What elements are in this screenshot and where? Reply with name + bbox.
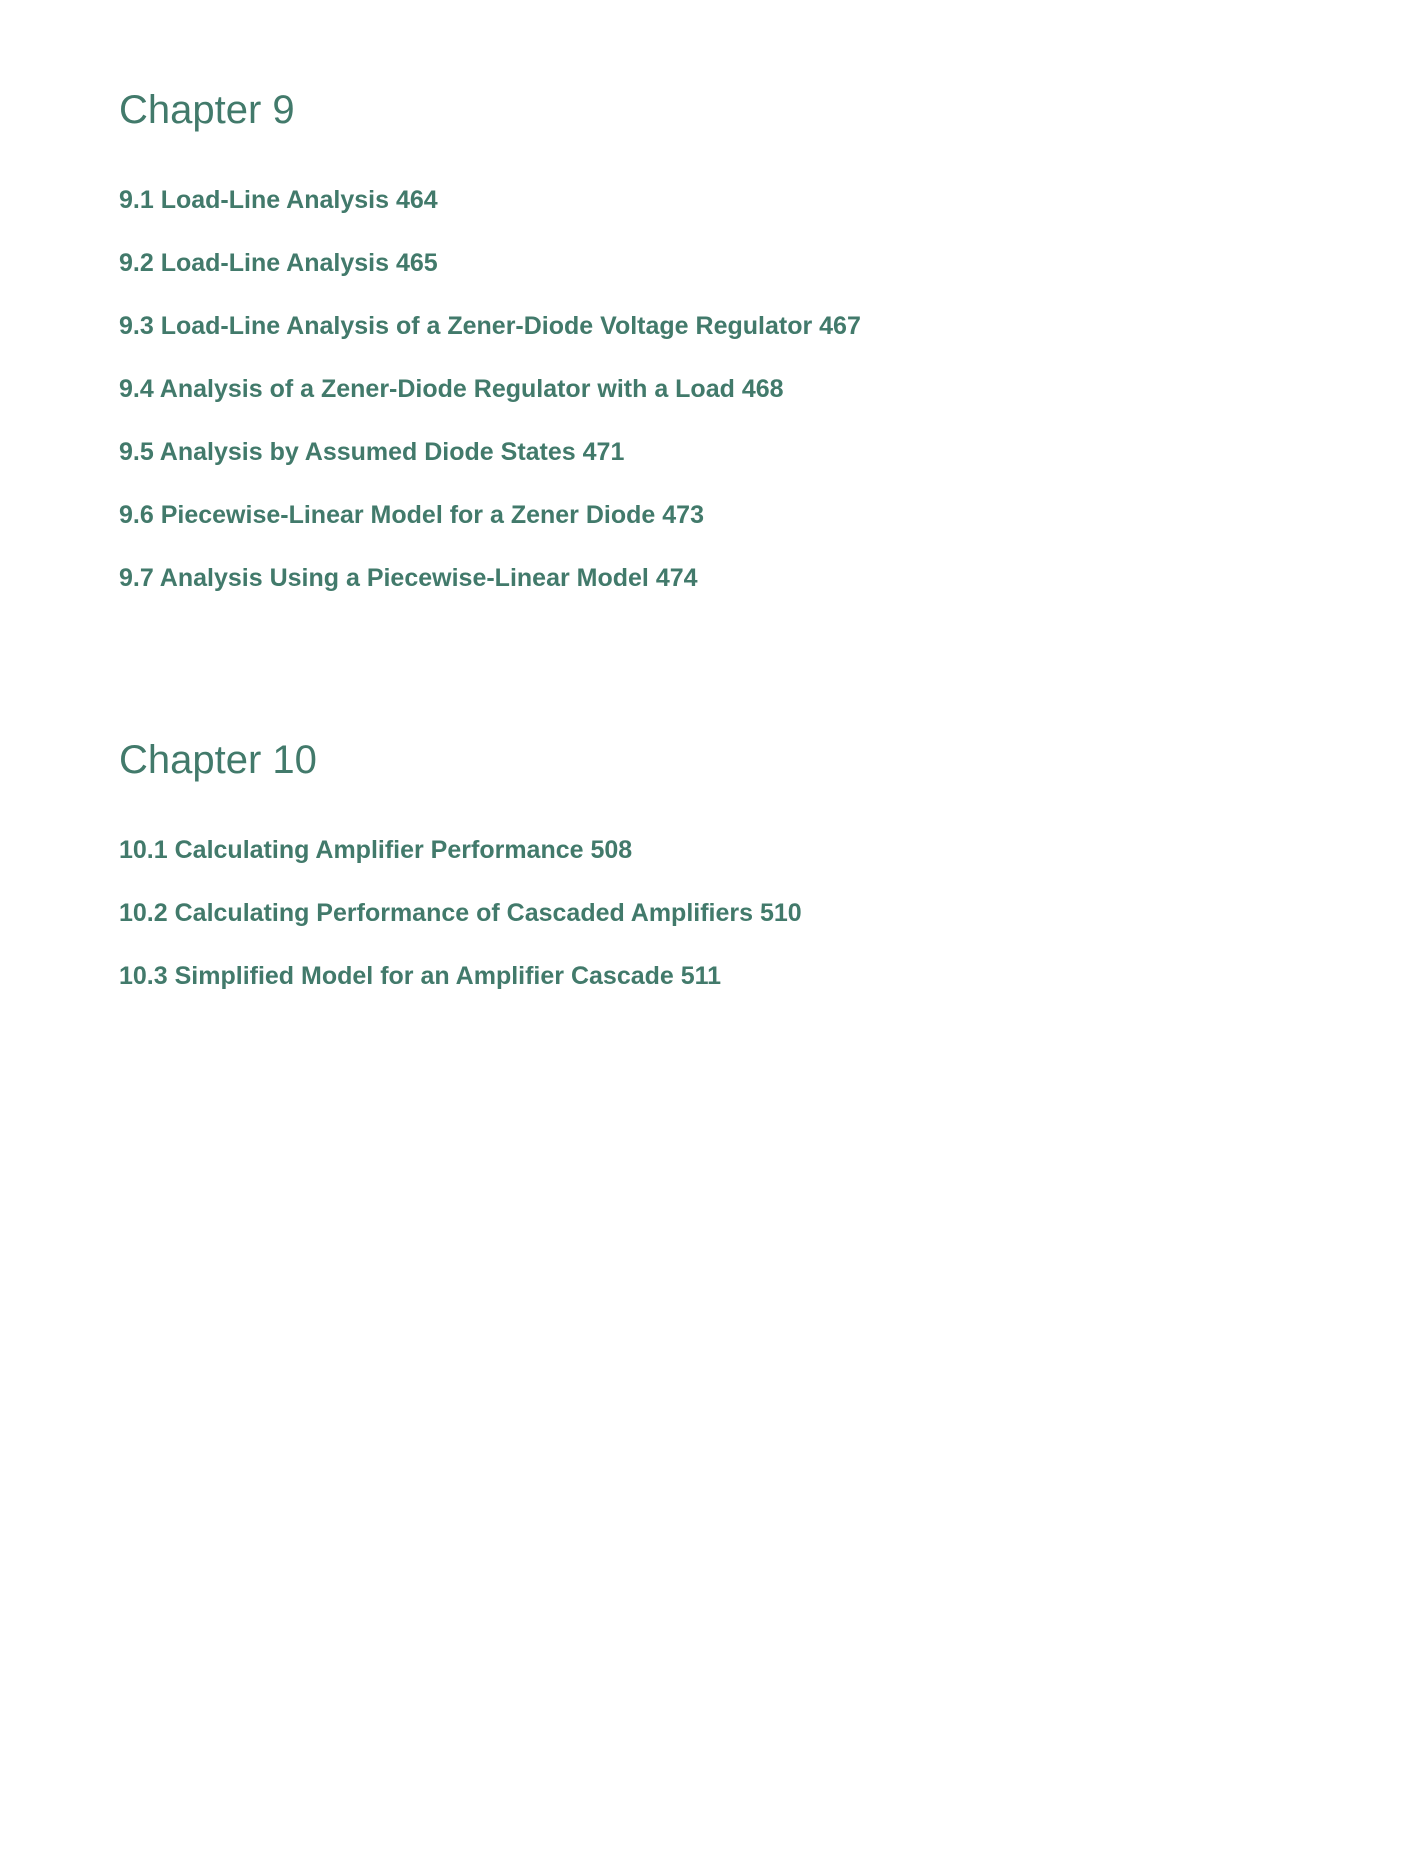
entry-title: Load-Line Analysis bbox=[160, 186, 390, 214]
entry-number: 9.4 bbox=[119, 375, 154, 403]
entry-title: Simplified Model for an Amplifier Cascade bbox=[174, 962, 674, 990]
entry-title: Calculating Amplifier Performance bbox=[174, 836, 584, 864]
toc-entry-9-3[interactable] bbox=[119, 310, 861, 342]
entry-number: 9.1 bbox=[119, 186, 154, 214]
chapter-9-entry-list bbox=[119, 184, 861, 594]
toc-entry-9-6[interactable] bbox=[119, 499, 861, 531]
entry-page: 510 bbox=[759, 899, 802, 927]
entry-page: 468 bbox=[741, 375, 784, 403]
entry-title: Calculating Performance of Cascaded Amplifiers bbox=[174, 899, 754, 927]
entry-title: Load-Line Analysis bbox=[160, 249, 390, 277]
toc-entry-9-4[interactable] bbox=[119, 373, 861, 405]
toc-entry-9-5[interactable] bbox=[119, 436, 861, 468]
entry-page: 464 bbox=[395, 186, 438, 214]
chapter-10-section bbox=[119, 736, 802, 1023]
entry-number: 10.1 bbox=[119, 836, 168, 864]
entry-number: 9.3 bbox=[119, 312, 154, 340]
entry-title: Analysis of a Zener-Diode Regulator with a Load bbox=[159, 375, 735, 403]
toc-entry-9-7[interactable] bbox=[119, 562, 861, 594]
entry-number: 10.2 bbox=[119, 899, 168, 927]
entry-title: Analysis Using a Piecewise-Linear Model bbox=[159, 564, 649, 592]
entry-number: 9.5 bbox=[119, 438, 154, 466]
entry-page: 467 bbox=[819, 312, 861, 340]
entry-page: 511 bbox=[680, 962, 722, 990]
entry-page: 474 bbox=[655, 564, 698, 592]
entry-page: 471 bbox=[582, 438, 625, 466]
chapter-title: Chapter 10 bbox=[119, 738, 317, 782]
chapter-title: Chapter 9 bbox=[119, 88, 295, 132]
chapter-10-entry-list bbox=[119, 834, 802, 992]
entry-page: 508 bbox=[590, 836, 633, 864]
chapter-9-section bbox=[119, 86, 861, 625]
entry-title: Piecewise-Linear Model for a Zener Diode bbox=[160, 501, 656, 529]
entry-page: 473 bbox=[662, 501, 704, 529]
entry-number: 9.6 bbox=[119, 501, 154, 529]
toc-entry-9-1[interactable] bbox=[119, 184, 861, 216]
entry-page: 465 bbox=[395, 249, 438, 277]
entry-number: 10.3 bbox=[119, 962, 168, 990]
entry-number: 9.7 bbox=[119, 564, 154, 592]
entry-number: 9.2 bbox=[119, 249, 154, 277]
toc-entry-9-2[interactable] bbox=[119, 247, 861, 279]
toc-entry-10-3[interactable] bbox=[119, 960, 802, 992]
entry-title: Analysis by Assumed Diode States bbox=[159, 438, 576, 466]
toc-entry-10-1[interactable] bbox=[119, 834, 802, 866]
toc-entry-10-2[interactable] bbox=[119, 897, 802, 929]
entry-title: Load-Line Analysis of a Zener-Diode Voltage Regulator bbox=[160, 312, 813, 340]
